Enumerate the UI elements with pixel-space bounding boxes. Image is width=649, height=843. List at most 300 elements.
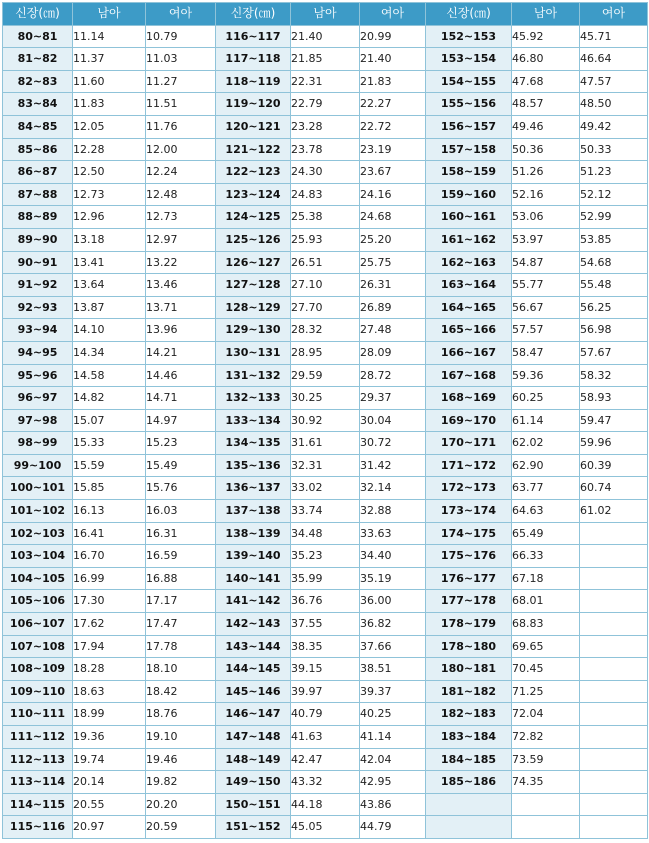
girl-weight-cell: 19.46 — [146, 748, 216, 771]
girl-weight-cell: 57.67 — [580, 341, 648, 364]
girl-weight-cell: 25.75 — [360, 251, 426, 274]
height-range-cell: 155~156 — [426, 93, 512, 116]
height-range-cell: 103~104 — [3, 545, 73, 568]
boy-weight-cell: 46.80 — [512, 48, 580, 71]
height-range-cell: 83~84 — [3, 93, 73, 116]
boy-weight-cell: 20.14 — [73, 771, 146, 794]
table-row — [3, 680, 648, 703]
height-range-cell: 100~101 — [3, 477, 73, 500]
height-range-cell: 159~160 — [426, 183, 512, 206]
girl-weight-cell: 33.63 — [360, 522, 426, 545]
height-range-cell: 178~179 — [426, 613, 512, 636]
girl-weight-cell: 22.27 — [360, 93, 426, 116]
height-range-cell: 180~181 — [426, 658, 512, 681]
height-range-cell: 169~170 — [426, 409, 512, 432]
girl-weight-cell — [580, 522, 648, 545]
table-row — [3, 296, 648, 319]
height-range-cell: 87~88 — [3, 183, 73, 206]
height-header: 신장(㎝) — [426, 3, 512, 26]
girl-weight-cell: 21.83 — [360, 70, 426, 93]
boy-weight-cell: 13.18 — [73, 228, 146, 251]
boy-weight-cell: 15.07 — [73, 409, 146, 432]
height-range-cell: 92~93 — [3, 296, 73, 319]
boy-weight-cell: 39.97 — [291, 680, 360, 703]
boy-weight-cell: 47.68 — [512, 70, 580, 93]
girl-weight-cell: 32.14 — [360, 477, 426, 500]
girl-weight-cell: 14.21 — [146, 341, 216, 364]
height-range-cell: 145~146 — [216, 680, 291, 703]
girl-weight-cell: 15.23 — [146, 432, 216, 455]
table-row — [3, 206, 648, 229]
boy-weight-cell: 13.64 — [73, 274, 146, 297]
girl-weight-cell: 18.42 — [146, 680, 216, 703]
table-row — [3, 567, 648, 590]
height-range-cell: 109~110 — [3, 680, 73, 703]
boy-weight-cell: 32.31 — [291, 454, 360, 477]
girl-weight-cell: 35.19 — [360, 567, 426, 590]
table-row — [3, 228, 648, 251]
girl-weight-cell: 19.10 — [146, 726, 216, 749]
girl-weight-cell — [580, 703, 648, 726]
boy-weight-cell: 50.36 — [512, 138, 580, 161]
height-range-cell: 170~171 — [426, 432, 512, 455]
boy-weight-cell: 35.99 — [291, 567, 360, 590]
height-range-cell: 146~147 — [216, 703, 291, 726]
boy-weight-cell: 70.45 — [512, 658, 580, 681]
table-row — [3, 93, 648, 116]
girl-weight-cell: 43.86 — [360, 793, 426, 816]
boy-header: 남아 — [512, 3, 580, 26]
table-row — [3, 816, 648, 839]
girl-weight-cell — [580, 567, 648, 590]
height-range-cell: 128~129 — [216, 296, 291, 319]
girl-weight-cell: 45.71 — [580, 25, 648, 48]
boy-weight-cell: 55.77 — [512, 274, 580, 297]
girl-weight-cell: 23.67 — [360, 161, 426, 184]
boy-weight-cell: 21.85 — [291, 48, 360, 71]
table-row — [3, 48, 648, 71]
boy-weight-cell: 12.50 — [73, 161, 146, 184]
girl-weight-cell: 58.93 — [580, 387, 648, 410]
boy-weight-cell: 62.02 — [512, 432, 580, 455]
height-range-cell: 113~114 — [3, 771, 73, 794]
table-row — [3, 70, 648, 93]
height-range-cell: 131~132 — [216, 364, 291, 387]
girl-weight-cell: 18.10 — [146, 658, 216, 681]
height-header: 신장(㎝) — [3, 3, 73, 26]
girl-weight-cell: 13.46 — [146, 274, 216, 297]
height-range-cell: 168~169 — [426, 387, 512, 410]
table-row — [3, 613, 648, 636]
height-range-cell: 144~145 — [216, 658, 291, 681]
table-body — [3, 25, 648, 838]
height-range-cell: 160~161 — [426, 206, 512, 229]
height-range-cell: 120~121 — [216, 115, 291, 138]
boy-header: 남아 — [73, 3, 146, 26]
boy-weight-cell: 38.35 — [291, 635, 360, 658]
boy-weight-cell: 31.61 — [291, 432, 360, 455]
girl-weight-cell: 10.79 — [146, 25, 216, 48]
girl-weight-cell — [580, 816, 648, 839]
height-range-cell: 185~186 — [426, 771, 512, 794]
height-range-cell: 121~122 — [216, 138, 291, 161]
girl-weight-cell: 14.71 — [146, 387, 216, 410]
boy-weight-cell: 59.36 — [512, 364, 580, 387]
girl-weight-cell: 36.82 — [360, 613, 426, 636]
girl-weight-cell: 56.25 — [580, 296, 648, 319]
girl-weight-cell: 26.89 — [360, 296, 426, 319]
height-range-cell: 156~157 — [426, 115, 512, 138]
boy-header: 남아 — [291, 3, 360, 26]
girl-weight-cell: 46.64 — [580, 48, 648, 71]
boy-weight-cell: 72.04 — [512, 703, 580, 726]
boy-weight-cell: 25.93 — [291, 228, 360, 251]
height-range-cell: 110~111 — [3, 703, 73, 726]
boy-weight-cell: 41.63 — [291, 726, 360, 749]
boy-weight-cell: 23.28 — [291, 115, 360, 138]
boy-weight-cell: 24.30 — [291, 161, 360, 184]
boy-weight-cell: 27.70 — [291, 296, 360, 319]
boy-weight-cell: 35.23 — [291, 545, 360, 568]
height-range-cell: 124~125 — [216, 206, 291, 229]
height-range-cell: 158~159 — [426, 161, 512, 184]
height-range-cell: 108~109 — [3, 658, 73, 681]
height-range-cell: 164~165 — [426, 296, 512, 319]
boy-weight-cell: 54.87 — [512, 251, 580, 274]
height-range-cell: 177~178 — [426, 590, 512, 613]
boy-weight-cell: 17.62 — [73, 613, 146, 636]
table-row — [3, 726, 648, 749]
girl-weight-cell — [580, 658, 648, 681]
girl-weight-cell: 12.24 — [146, 161, 216, 184]
girl-weight-cell: 14.97 — [146, 409, 216, 432]
height-range-cell: 90~91 — [3, 251, 73, 274]
girl-weight-cell: 47.57 — [580, 70, 648, 93]
boy-weight-cell: 65.49 — [512, 522, 580, 545]
boy-weight-cell: 16.70 — [73, 545, 146, 568]
boy-weight-cell: 12.05 — [73, 115, 146, 138]
height-range-cell: 122~123 — [216, 161, 291, 184]
height-range-cell: 167~168 — [426, 364, 512, 387]
height-range-cell: 181~182 — [426, 680, 512, 703]
height-range-cell — [426, 793, 512, 816]
girl-weight-cell: 48.50 — [580, 93, 648, 116]
boy-weight-cell: 13.87 — [73, 296, 146, 319]
table-row — [3, 409, 648, 432]
girl-weight-cell: 17.17 — [146, 590, 216, 613]
boy-weight-cell: 12.73 — [73, 183, 146, 206]
girl-weight-cell: 13.96 — [146, 319, 216, 342]
height-range-cell: 176~177 — [426, 567, 512, 590]
boy-weight-cell: 23.78 — [291, 138, 360, 161]
boy-weight-cell: 33.74 — [291, 500, 360, 523]
height-range-cell: 173~174 — [426, 500, 512, 523]
boy-weight-cell: 39.15 — [291, 658, 360, 681]
boy-weight-cell: 18.28 — [73, 658, 146, 681]
girl-weight-cell: 18.76 — [146, 703, 216, 726]
boy-weight-cell: 34.48 — [291, 522, 360, 545]
boy-weight-cell: 56.67 — [512, 296, 580, 319]
height-range-cell: 91~92 — [3, 274, 73, 297]
boy-weight-cell: 30.25 — [291, 387, 360, 410]
boy-weight-cell: 45.92 — [512, 25, 580, 48]
height-range-cell: 174~175 — [426, 522, 512, 545]
boy-weight-cell: 20.55 — [73, 793, 146, 816]
boy-weight-cell: 58.47 — [512, 341, 580, 364]
girl-weight-cell: 24.16 — [360, 183, 426, 206]
height-range-cell: 137~138 — [216, 500, 291, 523]
girl-weight-cell: 34.40 — [360, 545, 426, 568]
boy-weight-cell: 14.10 — [73, 319, 146, 342]
height-range-cell: 127~128 — [216, 274, 291, 297]
girl-weight-cell: 30.72 — [360, 432, 426, 455]
boy-weight-cell: 62.90 — [512, 454, 580, 477]
girl-weight-cell: 12.97 — [146, 228, 216, 251]
table-row — [3, 364, 648, 387]
boy-weight-cell: 45.05 — [291, 816, 360, 839]
height-range-cell: 81~82 — [3, 48, 73, 71]
boy-weight-cell: 73.59 — [512, 748, 580, 771]
girl-weight-cell: 19.82 — [146, 771, 216, 794]
table-row — [3, 432, 648, 455]
boy-weight-cell: 19.74 — [73, 748, 146, 771]
boy-weight-cell: 57.57 — [512, 319, 580, 342]
height-range-cell: 148~149 — [216, 748, 291, 771]
girl-weight-cell: 11.51 — [146, 93, 216, 116]
boy-weight-cell: 12.96 — [73, 206, 146, 229]
boy-weight-cell: 26.51 — [291, 251, 360, 274]
boy-weight-cell: 15.59 — [73, 454, 146, 477]
boy-weight-cell: 11.37 — [73, 48, 146, 71]
table-row — [3, 115, 648, 138]
height-range-cell: 116~117 — [216, 25, 291, 48]
height-range-cell: 111~112 — [3, 726, 73, 749]
height-range-cell: 99~100 — [3, 454, 73, 477]
height-range-cell: 163~164 — [426, 274, 512, 297]
table-row — [3, 161, 648, 184]
height-range-cell: 106~107 — [3, 613, 73, 636]
girl-weight-cell: 16.31 — [146, 522, 216, 545]
boy-weight-cell: 16.99 — [73, 567, 146, 590]
height-range-cell: 119~120 — [216, 93, 291, 116]
girl-weight-cell: 29.37 — [360, 387, 426, 410]
boy-weight-cell: 18.63 — [73, 680, 146, 703]
height-range-cell: 82~83 — [3, 70, 73, 93]
boy-weight-cell: 16.13 — [73, 500, 146, 523]
table-row — [3, 274, 648, 297]
girl-weight-cell — [580, 793, 648, 816]
height-range-cell: 88~89 — [3, 206, 73, 229]
height-range-cell: 133~134 — [216, 409, 291, 432]
girl-weight-cell — [580, 590, 648, 613]
boy-weight-cell: 52.16 — [512, 183, 580, 206]
boy-weight-cell: 53.06 — [512, 206, 580, 229]
boy-weight-cell: 36.76 — [291, 590, 360, 613]
boy-weight-cell: 14.82 — [73, 387, 146, 410]
boy-weight-cell: 25.38 — [291, 206, 360, 229]
girl-weight-cell: 16.88 — [146, 567, 216, 590]
height-range-cell: 171~172 — [426, 454, 512, 477]
height-range-cell: 141~142 — [216, 590, 291, 613]
boy-weight-cell: 63.77 — [512, 477, 580, 500]
boy-weight-cell: 21.40 — [291, 25, 360, 48]
girl-weight-cell: 11.76 — [146, 115, 216, 138]
height-range-cell: 147~148 — [216, 726, 291, 749]
girl-weight-cell: 31.42 — [360, 454, 426, 477]
boy-weight-cell: 15.33 — [73, 432, 146, 455]
height-range-cell: 178~180 — [426, 635, 512, 658]
height-range-cell: 102~103 — [3, 522, 73, 545]
boy-weight-cell: 17.30 — [73, 590, 146, 613]
girl-weight-cell — [580, 680, 648, 703]
boy-weight-cell: 72.82 — [512, 726, 580, 749]
girl-header: 여아 — [360, 3, 426, 26]
boy-weight-cell: 67.18 — [512, 567, 580, 590]
table-row — [3, 793, 648, 816]
girl-weight-cell: 26.31 — [360, 274, 426, 297]
height-range-cell: 134~135 — [216, 432, 291, 455]
girl-weight-cell: 11.27 — [146, 70, 216, 93]
height-range-cell: 143~144 — [216, 635, 291, 658]
girl-weight-cell: 49.42 — [580, 115, 648, 138]
height-range-cell: 166~167 — [426, 341, 512, 364]
height-range-cell: 118~119 — [216, 70, 291, 93]
height-range-cell: 151~152 — [216, 816, 291, 839]
boy-weight-cell: 29.59 — [291, 364, 360, 387]
girl-weight-cell: 56.98 — [580, 319, 648, 342]
height-range-cell: 117~118 — [216, 48, 291, 71]
height-range-cell: 105~106 — [3, 590, 73, 613]
table-row — [3, 25, 648, 48]
boy-weight-cell: 20.97 — [73, 816, 146, 839]
girl-weight-cell: 50.33 — [580, 138, 648, 161]
height-range-cell: 136~137 — [216, 477, 291, 500]
height-range-cell: 132~133 — [216, 387, 291, 410]
boy-weight-cell: 68.83 — [512, 613, 580, 636]
boy-weight-cell: 28.32 — [291, 319, 360, 342]
girl-weight-cell: 55.48 — [580, 274, 648, 297]
height-range-cell: 161~162 — [426, 228, 512, 251]
girl-weight-cell: 11.03 — [146, 48, 216, 71]
height-range-cell: 95~96 — [3, 364, 73, 387]
girl-weight-cell: 12.73 — [146, 206, 216, 229]
girl-weight-cell: 54.68 — [580, 251, 648, 274]
girl-weight-cell: 16.03 — [146, 500, 216, 523]
boy-weight-cell: 30.92 — [291, 409, 360, 432]
table-row — [3, 454, 648, 477]
height-range-cell: 98~99 — [3, 432, 73, 455]
boy-weight-cell: 11.83 — [73, 93, 146, 116]
girl-weight-cell: 59.96 — [580, 432, 648, 455]
girl-weight-cell: 52.12 — [580, 183, 648, 206]
girl-weight-cell: 13.71 — [146, 296, 216, 319]
boy-weight-cell: 15.85 — [73, 477, 146, 500]
girl-weight-cell: 38.51 — [360, 658, 426, 681]
height-range-cell: 165~166 — [426, 319, 512, 342]
girl-weight-cell: 41.14 — [360, 726, 426, 749]
table-row — [3, 771, 648, 794]
girl-weight-cell: 44.79 — [360, 816, 426, 839]
girl-weight-cell: 61.02 — [580, 500, 648, 523]
girl-header: 여아 — [580, 3, 648, 26]
height-range-cell: 86~87 — [3, 161, 73, 184]
girl-weight-cell: 15.49 — [146, 454, 216, 477]
table-row — [3, 658, 648, 681]
girl-weight-cell — [580, 635, 648, 658]
height-range-cell: 142~143 — [216, 613, 291, 636]
girl-weight-cell: 23.19 — [360, 138, 426, 161]
girl-weight-cell: 20.59 — [146, 816, 216, 839]
girl-weight-cell: 58.32 — [580, 364, 648, 387]
table-row — [3, 387, 648, 410]
girl-weight-cell: 20.20 — [146, 793, 216, 816]
boy-weight-cell: 24.83 — [291, 183, 360, 206]
height-range-cell: 135~136 — [216, 454, 291, 477]
girl-weight-cell: 40.25 — [360, 703, 426, 726]
height-range-cell: 175~176 — [426, 545, 512, 568]
boy-weight-cell: 18.99 — [73, 703, 146, 726]
height-range-cell: 126~127 — [216, 251, 291, 274]
table-row — [3, 748, 648, 771]
height-range-cell: 123~124 — [216, 183, 291, 206]
girl-weight-cell: 25.20 — [360, 228, 426, 251]
height-range-cell: 80~81 — [3, 25, 73, 48]
table-row — [3, 138, 648, 161]
height-range-cell: 140~141 — [216, 567, 291, 590]
height-range-cell: 89~90 — [3, 228, 73, 251]
height-range-cell: 184~185 — [426, 748, 512, 771]
boy-weight-cell: 51.26 — [512, 161, 580, 184]
table-row — [3, 500, 648, 523]
table-row — [3, 703, 648, 726]
girl-weight-cell: 12.00 — [146, 138, 216, 161]
height-range-cell: 162~163 — [426, 251, 512, 274]
boy-weight-cell: 48.57 — [512, 93, 580, 116]
height-range-cell: 154~155 — [426, 70, 512, 93]
height-range-cell: 153~154 — [426, 48, 512, 71]
height-range-cell: 172~173 — [426, 477, 512, 500]
table-row — [3, 522, 648, 545]
height-range-cell: 150~151 — [216, 793, 291, 816]
table-row — [3, 341, 648, 364]
height-range-cell: 84~85 — [3, 115, 73, 138]
height-range-cell: 139~140 — [216, 545, 291, 568]
girl-weight-cell: 22.72 — [360, 115, 426, 138]
boy-weight-cell: 16.41 — [73, 522, 146, 545]
height-range-cell: 96~97 — [3, 387, 73, 410]
boy-weight-cell: 68.01 — [512, 590, 580, 613]
boy-weight-cell: 11.60 — [73, 70, 146, 93]
girl-weight-cell: 53.85 — [580, 228, 648, 251]
girl-weight-cell: 12.48 — [146, 183, 216, 206]
girl-weight-cell: 42.95 — [360, 771, 426, 794]
boy-weight-cell: 27.10 — [291, 274, 360, 297]
boy-weight-cell: 33.02 — [291, 477, 360, 500]
table-row — [3, 477, 648, 500]
height-header: 신장(㎝) — [216, 3, 291, 26]
girl-weight-cell: 21.40 — [360, 48, 426, 71]
boy-weight-cell: 12.28 — [73, 138, 146, 161]
table-row — [3, 251, 648, 274]
height-range-cell: 93~94 — [3, 319, 73, 342]
boy-weight-cell: 61.14 — [512, 409, 580, 432]
boy-weight-cell: 74.35 — [512, 771, 580, 794]
girl-weight-cell: 60.74 — [580, 477, 648, 500]
girl-weight-cell: 42.04 — [360, 748, 426, 771]
girl-weight-cell — [580, 545, 648, 568]
girl-weight-cell: 51.23 — [580, 161, 648, 184]
girl-weight-cell: 32.88 — [360, 500, 426, 523]
